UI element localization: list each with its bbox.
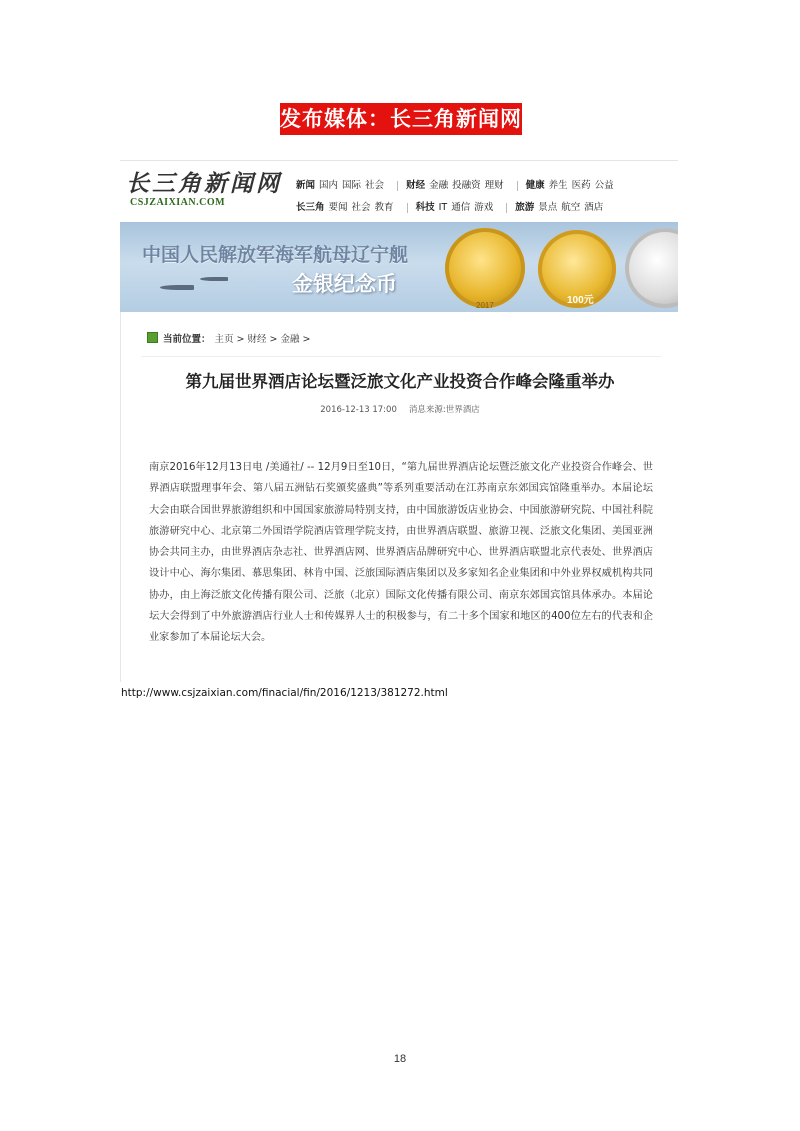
nav-head[interactable]: 新闻 bbox=[296, 180, 316, 191]
nav-divider bbox=[517, 181, 518, 191]
nav-link[interactable]: 通信 bbox=[451, 202, 471, 213]
nav-link[interactable]: 投融资 bbox=[452, 180, 481, 191]
ad-headline: 中国人民解放军海军航母辽宁舰 bbox=[142, 244, 409, 266]
nav-head[interactable]: 财经 bbox=[406, 180, 426, 191]
site-header bbox=[120, 160, 678, 221]
article-area bbox=[120, 312, 678, 682]
nav-group-travel bbox=[515, 199, 607, 213]
logo-chinese: 长三角新闻网 bbox=[126, 170, 282, 197]
page-number: 18 bbox=[393, 1053, 407, 1065]
source-url: http://www.csjzaixian.com/finacial/fin/2016/1213/381272.html bbox=[121, 687, 448, 699]
nav-link[interactable]: 景点 bbox=[538, 202, 558, 213]
nav-head[interactable]: 长三角 bbox=[296, 202, 325, 213]
nav-link[interactable]: 金融 bbox=[429, 180, 449, 191]
nav-head[interactable]: 旅游 bbox=[515, 202, 535, 213]
coin-value: 100元 bbox=[567, 295, 594, 306]
breadcrumb bbox=[147, 331, 313, 345]
site-logo[interactable] bbox=[126, 171, 282, 208]
nav-group-finance bbox=[406, 177, 508, 191]
nav-divider bbox=[407, 203, 408, 213]
breadcrumb-arrow: > bbox=[236, 334, 245, 345]
nav-link[interactable]: 社会 bbox=[365, 180, 385, 191]
nav-link[interactable]: 游戏 bbox=[474, 202, 494, 213]
nav-head[interactable]: 健康 bbox=[525, 180, 545, 191]
media-banner: 发布媒体：长三角新闻网 bbox=[280, 103, 522, 135]
breadcrumb-link-finance[interactable]: 财经 bbox=[247, 334, 267, 345]
article-meta bbox=[121, 403, 678, 415]
nav-head[interactable]: 科技 bbox=[415, 202, 435, 213]
article-date: 2016-12-13 17:00 bbox=[320, 405, 397, 415]
breadcrumb-label: 当前位置： bbox=[163, 334, 211, 345]
silver-coin-image bbox=[625, 228, 678, 308]
nav-divider bbox=[506, 203, 507, 213]
nav-link[interactable]: 教育 bbox=[374, 202, 394, 213]
nav-group-yrd bbox=[296, 199, 398, 213]
ad-banner[interactable] bbox=[120, 222, 678, 312]
nav-link[interactable]: 国内 bbox=[319, 180, 339, 191]
nav-row-1 bbox=[296, 177, 627, 191]
article-body: 南京2016年12月13日电 /美通社/ -- 12月9日至10日，“第九届世界酒店论坛暨泛旅文化产业投资合作峰会、世界酒店联盟理事年会、第八届五洲钻石奖颁奖盛典”等系列重要活动在江苏南京东郊国宾馆隆重举办。本届论坛大会由联合国世界旅游组织和中国国家旅游局特别支持，由中国旅游饭店业协会、中国旅游研究院、中国社科院旅游研究中心、北京第二外国语学院酒店管理学院支持，由世界酒店联盟、旅游卫视、泛旅文化集团、美国亚洲协会共同主办，由世界酒店杂志社、世界酒店网、世界酒店品牌研究中心、世界酒店联盟北京代表处、世界酒店设计中心、海尔集团、慕思集团、林肯中国、泛旅国际酒店集团以及多家知名企业集团和中外业界权威机构共同协办，由上海泛旅文化传播有限公司、泛旅（北京）国际文化传播有限公司、南京东郊国宾馆具体承办。本届论坛大会得到了中外旅游酒店行业人士和传媒界人士的积极参与，有二十多个国家和地区的400位左右的代表和企业家参加了本届论坛大会。 bbox=[149, 462, 653, 644]
nav-link[interactable]: 酒店 bbox=[584, 202, 604, 213]
gold-coin-image bbox=[445, 228, 525, 308]
jet-silhouette bbox=[200, 277, 228, 281]
nav-divider bbox=[397, 181, 398, 191]
nav-group-tech bbox=[416, 199, 498, 213]
nav-row-2 bbox=[296, 199, 616, 213]
coin-year: 2017 bbox=[476, 301, 494, 310]
article-source: 消息来源:世界酒店 bbox=[408, 405, 480, 415]
nav-link[interactable]: 公益 bbox=[594, 180, 614, 191]
nav-group-news bbox=[296, 177, 388, 191]
jet-silhouette bbox=[160, 285, 194, 290]
breadcrumb-arrow: > bbox=[302, 334, 311, 345]
nav-link[interactable]: 理财 bbox=[484, 180, 504, 191]
logo-english: CSJZAIXIAN.COM bbox=[130, 197, 226, 208]
webpage-screenshot bbox=[120, 160, 678, 682]
ad-subheadline: 金银纪念币 bbox=[292, 272, 397, 296]
breadcrumb-link-banking[interactable]: 金融 bbox=[280, 334, 300, 345]
nav-link[interactable]: 社会 bbox=[351, 202, 371, 213]
nav-group-health bbox=[526, 177, 618, 191]
nav-link[interactable]: 医药 bbox=[571, 180, 591, 191]
divider bbox=[141, 356, 661, 357]
breadcrumb-link-home[interactable]: 主页 bbox=[214, 334, 234, 345]
nav-link[interactable]: IT bbox=[438, 202, 448, 213]
nav-link[interactable]: 航空 bbox=[561, 202, 581, 213]
location-icon bbox=[147, 332, 158, 343]
nav-link[interactable]: 国际 bbox=[342, 180, 362, 191]
article-title: 第九届世界酒店论坛暨泛旅文化产业投资合作峰会隆重举办 bbox=[185, 372, 615, 391]
breadcrumb-arrow: > bbox=[269, 334, 278, 345]
nav-link[interactable]: 养生 bbox=[548, 180, 568, 191]
nav-link[interactable]: 要闻 bbox=[328, 202, 348, 213]
